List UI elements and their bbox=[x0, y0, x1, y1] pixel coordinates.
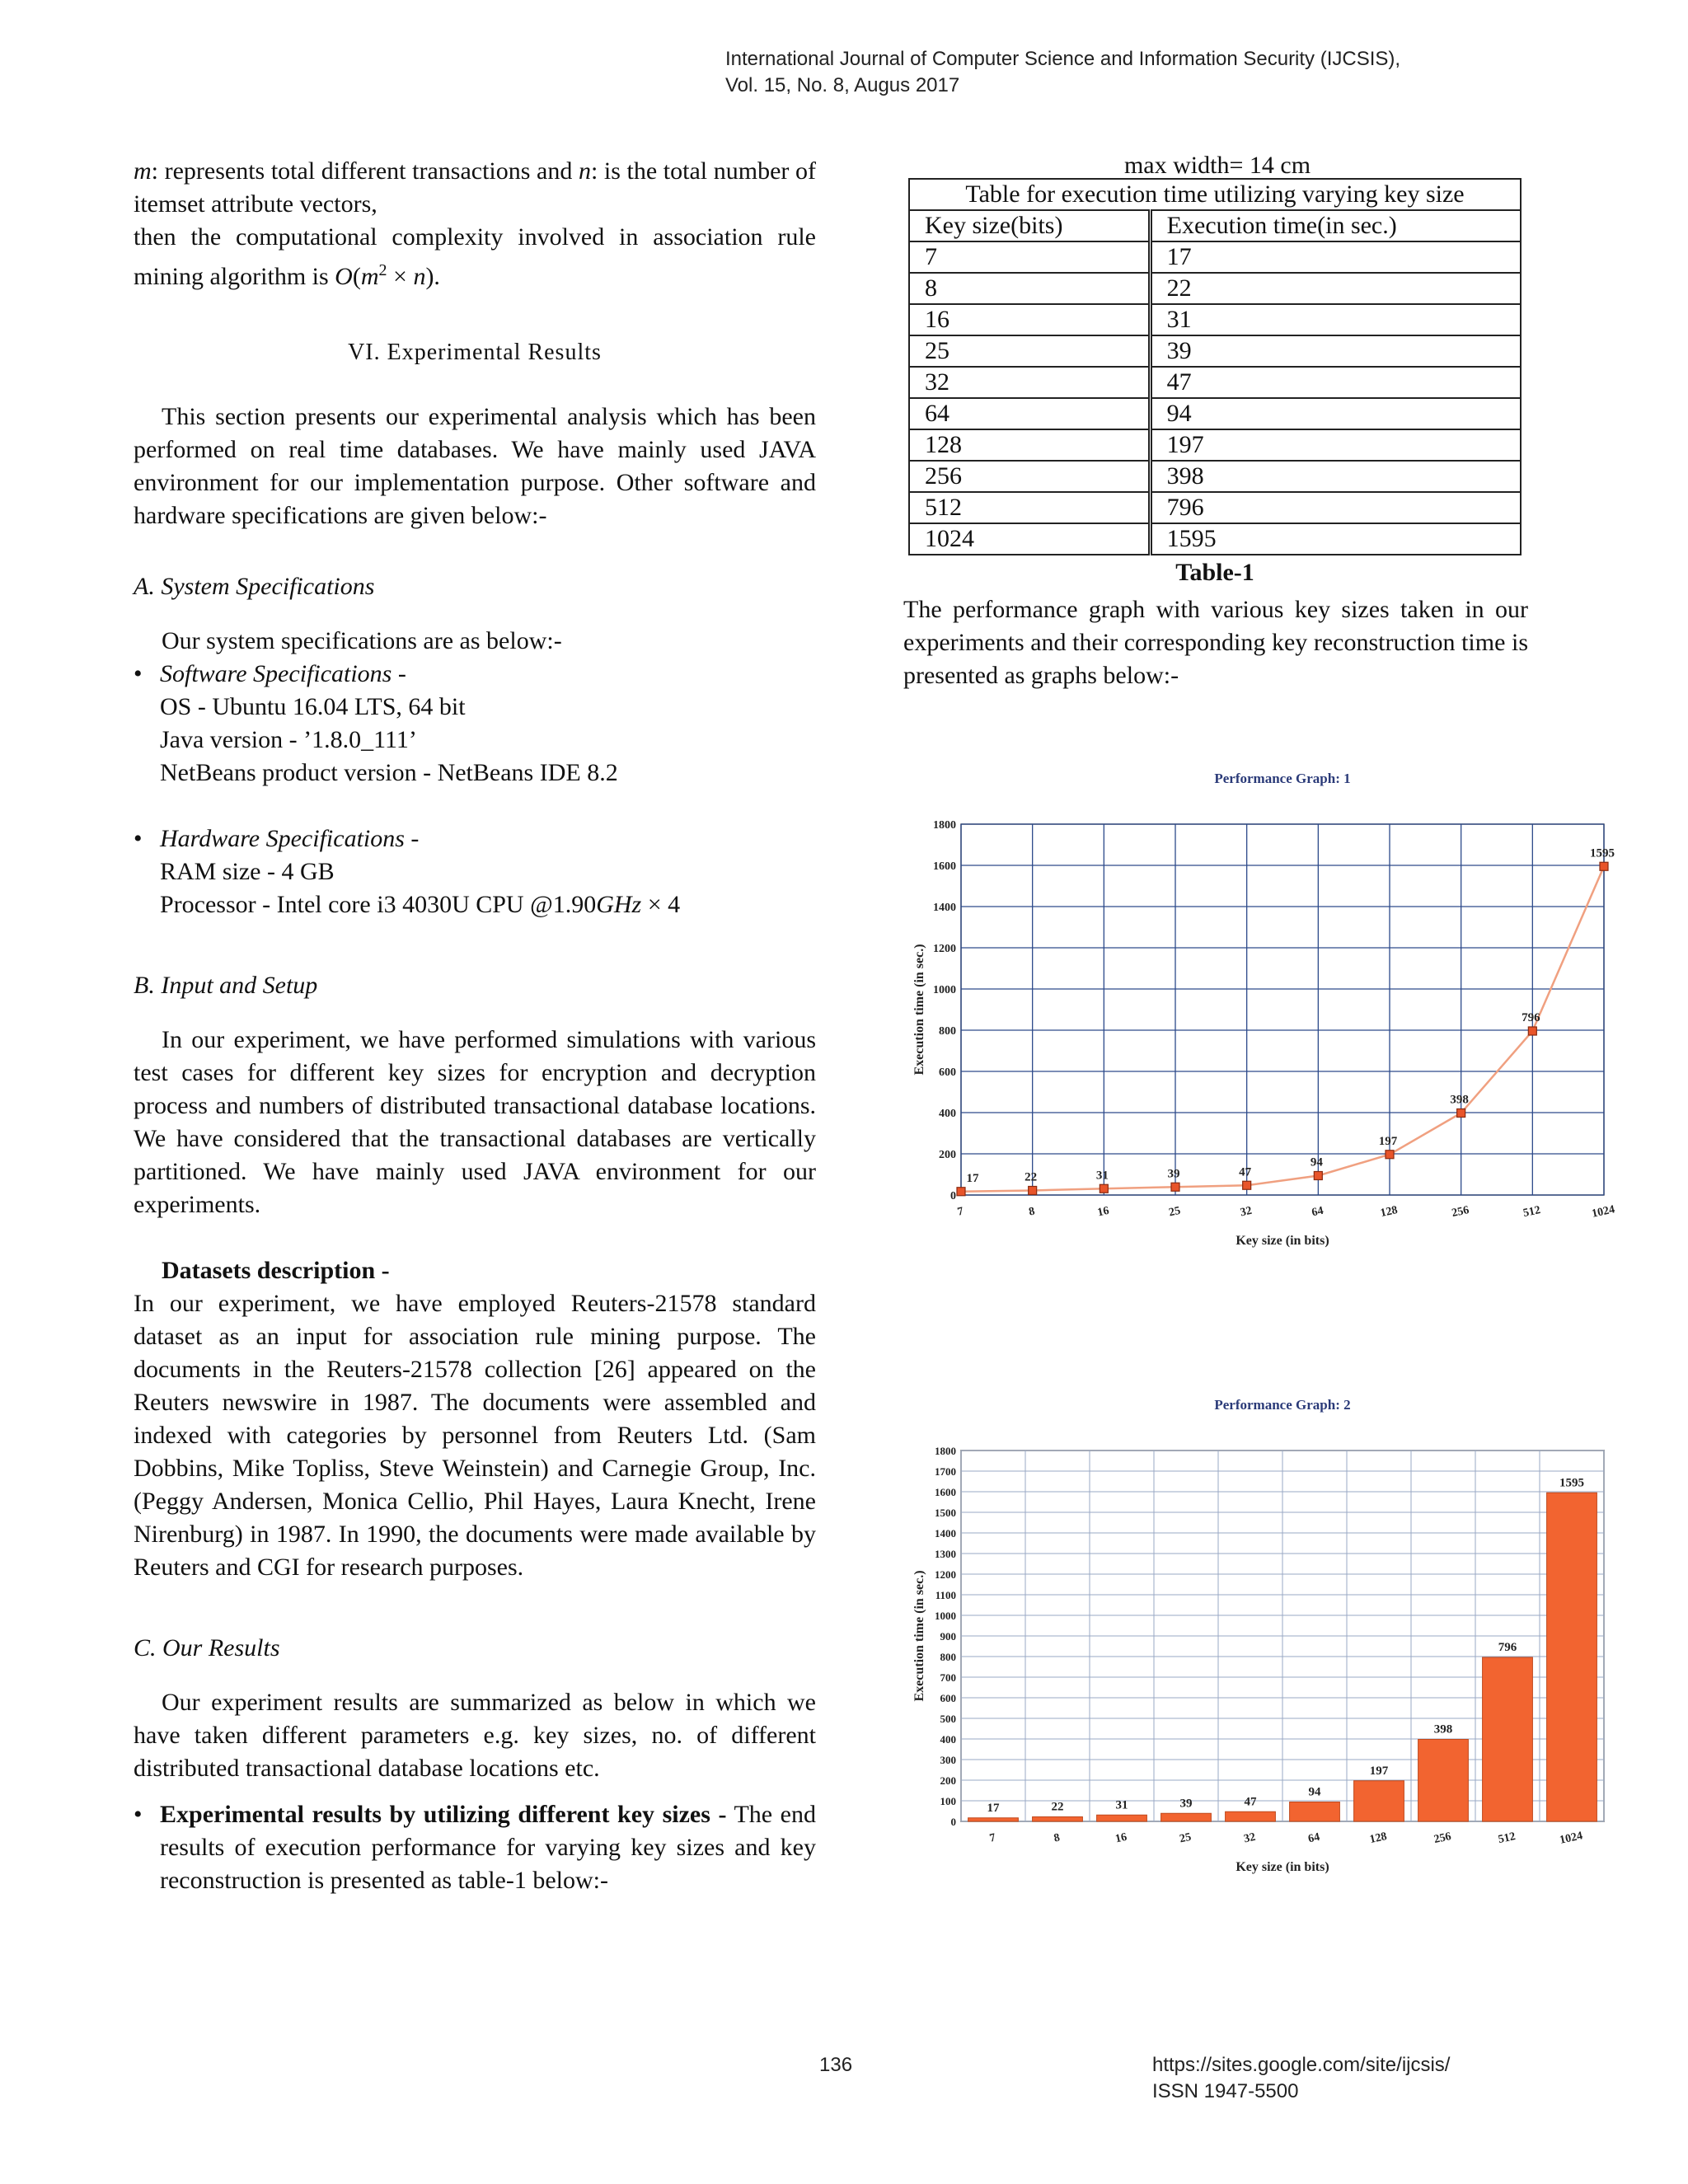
text-fragment: : is the total number of itemset attribute vectors, bbox=[134, 157, 816, 218]
page-number: 136 bbox=[819, 2054, 853, 2076]
y-tick-label: 1300 bbox=[935, 1548, 956, 1560]
table-title: Table for execution time utilizing varying key size bbox=[909, 179, 1521, 210]
bar bbox=[1097, 1815, 1147, 1821]
y-tick-label: 0 bbox=[950, 1190, 956, 1202]
bar bbox=[1033, 1817, 1083, 1822]
key-size-cell: 128 bbox=[909, 429, 1150, 461]
x-tick-label: 25 bbox=[1178, 1830, 1193, 1846]
data-point bbox=[1314, 1172, 1322, 1180]
math-complexity: O bbox=[335, 263, 353, 290]
x-tick-label: 7 bbox=[956, 1205, 965, 1219]
execution-time-cell: 197 bbox=[1150, 429, 1521, 461]
key-size-cell: 16 bbox=[909, 304, 1150, 335]
key-size-cell: 1024 bbox=[909, 523, 1150, 555]
bar bbox=[1161, 1813, 1212, 1821]
os-spec: OS - Ubuntu 16.04 LTS, 64 bit bbox=[160, 693, 466, 720]
execution-time-table-wrapper bbox=[908, 178, 1522, 555]
y-tick-label: 0 bbox=[950, 1816, 956, 1828]
key-size-cell: 25 bbox=[909, 335, 1150, 367]
table-row bbox=[909, 429, 1521, 461]
x-tick-label: 25 bbox=[1167, 1204, 1182, 1220]
x-tick-label: 16 bbox=[1114, 1830, 1128, 1846]
data-point bbox=[1243, 1181, 1251, 1189]
x-tick-label: 16 bbox=[1096, 1204, 1111, 1220]
table-header-row bbox=[909, 210, 1521, 241]
performance-graph-1 bbox=[903, 758, 1616, 1269]
y-tick-label: 1700 bbox=[935, 1465, 956, 1478]
x-tick-label: 1024 bbox=[1591, 1203, 1616, 1221]
footer-issn: ISSN 1947-5500 bbox=[1152, 2080, 1299, 2102]
processor-text: Processor - Intel core i3 4030U CPU @ bbox=[160, 891, 553, 918]
y-tick-label: 800 bbox=[939, 1025, 956, 1038]
bar bbox=[1290, 1802, 1340, 1822]
execution-time-cell: 22 bbox=[1150, 273, 1521, 304]
x-tick-label: 512 bbox=[1522, 1204, 1542, 1221]
performance-graph-2 bbox=[903, 1385, 1612, 1896]
table-row bbox=[909, 304, 1521, 335]
x-tick-label: 32 bbox=[1239, 1204, 1254, 1220]
data-point bbox=[1457, 1109, 1465, 1118]
journal-title: International Journal of Computer Science and Information Security (IJCSIS), bbox=[725, 48, 1401, 70]
ram-spec: RAM size - 4 GB bbox=[160, 858, 335, 885]
netbeans-spec: NetBeans product version - NetBeans IDE 8.2 bbox=[160, 759, 618, 786]
y-tick-label: 1000 bbox=[933, 984, 956, 996]
math-m: m bbox=[134, 157, 152, 185]
column-header-execution-time: Execution time(in sec.) bbox=[1150, 210, 1521, 241]
y-tick-label: 1100 bbox=[935, 1589, 956, 1601]
y-tick-label: 200 bbox=[939, 1149, 956, 1161]
data-point bbox=[1100, 1184, 1108, 1193]
processor-spec: Processor - Intel core i3 4030U CPU @1.90GHz × 4 bbox=[160, 891, 681, 918]
y-tick-label: 600 bbox=[940, 1692, 956, 1704]
key-size-cell: 512 bbox=[909, 492, 1150, 523]
table-row bbox=[909, 273, 1521, 304]
bar bbox=[1547, 1493, 1597, 1821]
table-row bbox=[909, 398, 1521, 429]
x-tick-label: 1024 bbox=[1559, 1830, 1584, 1847]
key-size-cell: 64 bbox=[909, 398, 1150, 429]
hardware-spec-title: Hardware Specifications - bbox=[160, 825, 420, 852]
data-label: 796 bbox=[1522, 1011, 1540, 1024]
complexity-paragraph bbox=[134, 155, 816, 221]
data-label: 39 bbox=[1167, 1167, 1180, 1181]
y-tick-label: 200 bbox=[940, 1774, 956, 1787]
hardware-spec-item bbox=[134, 823, 816, 921]
execution-time-table bbox=[908, 178, 1522, 555]
y-tick-label: 1200 bbox=[935, 1568, 956, 1581]
key-size-cell: 256 bbox=[909, 461, 1150, 492]
key-size-results-text: The end results of execution performance for varying key sizes and key reconstruction is presented as table-1 below:- bbox=[160, 1801, 816, 1894]
datasets-paragraph: In our experiment, we have employed Reuters-21578 standard dataset as an input for association rule mining purpose. The documents in the Reuters-21578 collection [26] appeared on the Reuters newswire in 1987. The documents were assembled and indexed with categories by personnel from Reuters Ltd. (Sam Dobbins, Mike Topliss, Steve Weinstein) and Carnegie Group, Inc. (Peggy Andersen, Monica Cellio, Phil Hayes, Laura Knecht, Irene Nirenburg) in 1987. In 1990, the documents were made available by Reuters and CGI for research purposes. bbox=[134, 1290, 816, 1581]
data-label: 22 bbox=[1051, 1800, 1064, 1814]
y-tick-label: 1800 bbox=[933, 819, 956, 832]
data-label: 31 bbox=[1115, 1798, 1128, 1812]
x-tick-label: 128 bbox=[1379, 1204, 1400, 1221]
y-tick-label: 700 bbox=[940, 1671, 956, 1684]
x-tick-label: 64 bbox=[1311, 1204, 1325, 1220]
execution-time-cell: 94 bbox=[1150, 398, 1521, 429]
table-row bbox=[909, 461, 1521, 492]
datasets-title: Datasets description - bbox=[162, 1257, 390, 1284]
section-title-experimental-results: VI. Experimental Results bbox=[348, 340, 602, 365]
chart-title: Performance Graph: 1 bbox=[1214, 771, 1351, 786]
x-tick-label: 8 bbox=[1027, 1205, 1036, 1219]
x-tick-label: 256 bbox=[1451, 1204, 1470, 1221]
intro-paragraph: This section presents our experimental analysis which has been performed on real time databases. We have mainly used JAVA environment for our implementation purpose. Other software and hardware specifications are given below:- bbox=[134, 403, 816, 529]
table-row bbox=[909, 492, 1521, 523]
execution-time-cell: 1595 bbox=[1150, 523, 1521, 555]
y-tick-label: 100 bbox=[940, 1795, 956, 1807]
bullet-icon: • bbox=[134, 660, 143, 687]
data-point bbox=[957, 1188, 965, 1196]
data-label: 398 bbox=[1450, 1093, 1469, 1107]
data-label: 39 bbox=[1179, 1797, 1193, 1811]
y-tick-label: 1500 bbox=[935, 1507, 956, 1519]
x-tick-label: 128 bbox=[1368, 1830, 1389, 1847]
data-label: 796 bbox=[1498, 1641, 1517, 1654]
footer-url[interactable]: https://sites.google.com/site/ijcsis/ bbox=[1152, 2054, 1451, 2076]
java-spec: Java version - ’1.8.0_111’ bbox=[160, 726, 417, 753]
bar bbox=[1483, 1657, 1533, 1821]
data-label: 94 bbox=[1308, 1785, 1321, 1799]
x-tick-label: 32 bbox=[1242, 1830, 1257, 1846]
table-row bbox=[909, 335, 1521, 367]
y-tick-label: 300 bbox=[940, 1754, 956, 1766]
y-tick-label: 600 bbox=[939, 1066, 956, 1079]
data-label: 94 bbox=[1310, 1155, 1323, 1169]
data-label: 31 bbox=[1095, 1169, 1109, 1183]
data-label: 197 bbox=[1369, 1764, 1389, 1778]
text-fragment: then the computational complexity involved in association rule mining algorithm is bbox=[134, 223, 816, 290]
y-tick-label: 1600 bbox=[935, 1486, 956, 1498]
x-tick-label: 512 bbox=[1497, 1830, 1517, 1847]
column-header-key-size: Key size(bits) bbox=[909, 210, 1150, 241]
y-tick-label: 1800 bbox=[935, 1445, 956, 1457]
y-axis-label: Execution time (in sec.) bbox=[912, 944, 926, 1076]
x-axis-label: Key size (in bits) bbox=[1236, 1234, 1329, 1248]
x-tick-label: 7 bbox=[988, 1831, 997, 1845]
data-label: 22 bbox=[1025, 1170, 1038, 1184]
key-size-cell: 32 bbox=[909, 367, 1150, 398]
bar bbox=[1226, 1811, 1276, 1821]
data-point bbox=[1029, 1187, 1037, 1195]
journal-volume: Vol. 15, No. 8, Augus 2017 bbox=[725, 74, 960, 96]
data-point bbox=[1386, 1151, 1394, 1159]
y-tick-label: 800 bbox=[940, 1651, 956, 1663]
x-tick-label: 8 bbox=[1053, 1831, 1062, 1845]
bar bbox=[1354, 1781, 1404, 1821]
data-label: 17 bbox=[966, 1171, 979, 1185]
subsection-input-setup: B. Input and Setup bbox=[134, 972, 318, 999]
subsection-our-results: C. Our Results bbox=[134, 1634, 280, 1661]
y-tick-label: 400 bbox=[939, 1108, 956, 1120]
right-column bbox=[903, 152, 1551, 692]
footer-info bbox=[1152, 2052, 1450, 2105]
key-size-cell: 7 bbox=[909, 241, 1150, 273]
subsection-system-specifications: A. System Specifications bbox=[134, 573, 375, 600]
execution-time-cell: 17 bbox=[1150, 241, 1521, 273]
key-size-results-item bbox=[134, 1798, 816, 1897]
y-tick-label: 1400 bbox=[933, 902, 956, 914]
table-title-row bbox=[909, 179, 1521, 210]
table-caption: Table-1 bbox=[1175, 559, 1254, 586]
software-spec-title: Software Specifications - bbox=[160, 660, 406, 687]
execution-time-cell: 796 bbox=[1150, 492, 1521, 523]
text-fragment: : represents total different transactions and bbox=[151, 157, 579, 185]
max-width-note: max width= 14 cm bbox=[1123, 152, 1311, 179]
x-tick-label: 64 bbox=[1306, 1830, 1321, 1846]
y-tick-label: 900 bbox=[940, 1630, 956, 1643]
system-spec-paragraph: Our system specifications are as below:- bbox=[162, 627, 562, 654]
data-label: 1595 bbox=[1559, 1476, 1584, 1490]
y-tick-label: 1400 bbox=[935, 1527, 956, 1540]
x-tick-label: 256 bbox=[1432, 1830, 1453, 1847]
y-tick-label: 1600 bbox=[933, 860, 956, 873]
y-tick-label: 500 bbox=[940, 1713, 956, 1725]
y-tick-label: 400 bbox=[940, 1733, 956, 1746]
y-axis-label: Execution time (in sec.) bbox=[912, 1570, 926, 1702]
bar bbox=[1418, 1740, 1469, 1822]
data-label: 17 bbox=[987, 1801, 1000, 1815]
software-spec-item bbox=[134, 658, 816, 790]
bullet-icon: • bbox=[134, 825, 143, 852]
data-label: 47 bbox=[1244, 1795, 1257, 1809]
table-row bbox=[909, 241, 1521, 273]
execution-time-cell: 47 bbox=[1150, 367, 1521, 398]
plot-area bbox=[961, 824, 1604, 1195]
results-paragraph: Our experiment results are summarized as below in which we have taken different parameters e.g. key sizes, no. of different distributed transactional database locations etc. bbox=[134, 1689, 816, 1782]
data-point bbox=[1600, 862, 1608, 870]
data-label: 398 bbox=[1433, 1722, 1453, 1736]
key-size-cell: 8 bbox=[909, 273, 1150, 304]
x-axis-label: Key size (in bits) bbox=[1236, 1860, 1329, 1874]
chart-title: Performance Graph: 2 bbox=[1214, 1397, 1351, 1413]
y-tick-label: 1200 bbox=[933, 943, 956, 955]
table-row bbox=[909, 523, 1521, 555]
execution-time-cell: 398 bbox=[1150, 461, 1521, 492]
key-size-results-title: Experimental results by utilizing different key sizes - bbox=[160, 1801, 727, 1828]
bar bbox=[968, 1818, 1019, 1821]
data-point bbox=[1528, 1027, 1536, 1035]
left-column bbox=[134, 155, 816, 1897]
execution-time-cell: 39 bbox=[1150, 335, 1521, 367]
complexity-paragraph-2: then the computational complexity involved in association rule mining algorithm is $O(m^2 \times n)$. bbox=[134, 223, 816, 290]
y-tick-label: 1000 bbox=[935, 1610, 956, 1622]
data-label: 47 bbox=[1239, 1165, 1252, 1179]
input-setup-paragraph: In our experiment, we have performed simulations with various test cases for different key sizes for encryption and decryption process and numbers of distributed transactional database locations. We have considered that the transactional databases are vertically partitioned. We have mainly used JAVA environment for our experiments. bbox=[134, 1026, 816, 1218]
bullet-icon: • bbox=[134, 1801, 143, 1828]
journal-header bbox=[725, 46, 1400, 99]
table-row bbox=[909, 367, 1521, 398]
data-label: 1595 bbox=[1590, 846, 1615, 860]
math-n: n bbox=[578, 157, 591, 185]
graph-intro-paragraph: The performance graph with various key sizes taken in our experiments and their corresponding key reconstruction time is presented as graphs below:- bbox=[903, 596, 1528, 689]
data-label: 197 bbox=[1378, 1134, 1398, 1148]
execution-time-cell: 31 bbox=[1150, 304, 1521, 335]
data-point bbox=[1171, 1183, 1179, 1191]
